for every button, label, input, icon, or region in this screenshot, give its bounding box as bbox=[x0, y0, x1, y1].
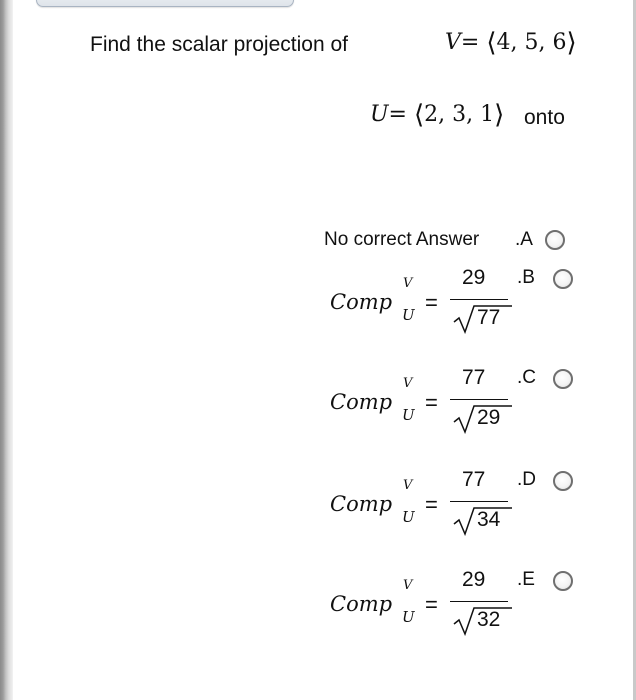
comp-subscript: U bbox=[402, 608, 415, 626]
option-b-letter: .B bbox=[517, 267, 535, 288]
comp-superscript: V bbox=[403, 276, 413, 291]
option-c-letter: .C bbox=[517, 367, 536, 388]
radicand: 32 bbox=[477, 608, 501, 631]
onto-text: onto bbox=[524, 106, 565, 129]
numerator: 77 bbox=[462, 366, 486, 389]
option-e-letter: .E bbox=[517, 569, 535, 590]
equals-sign: = bbox=[425, 492, 438, 517]
top-tab bbox=[36, 0, 294, 7]
left-window-edge bbox=[0, 0, 13, 700]
comp-label: Comp bbox=[330, 592, 393, 616]
question-text: Find the scalar projection of bbox=[90, 33, 348, 56]
comp-superscript: V bbox=[403, 376, 413, 391]
option-c-radio[interactable] bbox=[553, 369, 573, 389]
equals-sign: = bbox=[425, 592, 438, 617]
fraction-bar bbox=[450, 501, 508, 502]
option-b-formula bbox=[330, 266, 520, 332]
numerator: 77 bbox=[462, 468, 486, 491]
comp-superscript: V bbox=[403, 478, 413, 493]
vector-v-components: 4, 5, 6 bbox=[496, 30, 567, 55]
comp-subscript: U bbox=[402, 306, 415, 324]
fraction-bar bbox=[450, 399, 508, 400]
fraction-bar bbox=[450, 299, 508, 300]
vector-v: V= ⟨4, 5, 6⟩ bbox=[445, 28, 577, 58]
comp-label: Comp bbox=[330, 290, 393, 314]
option-c-formula bbox=[330, 366, 520, 432]
comp-subscript: U bbox=[402, 508, 415, 526]
equals-sign: = bbox=[425, 290, 438, 315]
vector-u: U= ⟨2, 3, 1⟩ bbox=[370, 100, 505, 130]
option-e-radio[interactable] bbox=[553, 571, 573, 591]
option-b-radio[interactable] bbox=[553, 269, 573, 289]
numerator: 29 bbox=[462, 568, 486, 591]
equals-sign: = bbox=[425, 390, 438, 415]
comp-label: Comp bbox=[330, 492, 393, 516]
radicand: 34 bbox=[477, 508, 501, 531]
option-e-formula bbox=[330, 568, 520, 634]
numerator: 29 bbox=[462, 266, 486, 289]
fraction-bar bbox=[450, 601, 508, 602]
comp-label: Comp bbox=[330, 390, 393, 414]
option-a-text: No correct Answer bbox=[324, 229, 480, 250]
vector-u-label: U bbox=[370, 102, 389, 127]
comp-subscript: U bbox=[402, 406, 415, 424]
option-a-letter: .A bbox=[515, 229, 533, 250]
option-d-letter: .D bbox=[517, 469, 536, 490]
vector-v-label: V bbox=[445, 30, 461, 55]
radicand: 29 bbox=[477, 406, 501, 429]
option-d-radio[interactable] bbox=[553, 471, 573, 491]
radicand: 77 bbox=[477, 306, 501, 329]
option-d-formula bbox=[330, 468, 520, 534]
vector-u-components: 2, 3, 1 bbox=[424, 102, 495, 127]
comp-superscript: V bbox=[403, 578, 413, 593]
option-a-radio[interactable] bbox=[545, 230, 565, 250]
